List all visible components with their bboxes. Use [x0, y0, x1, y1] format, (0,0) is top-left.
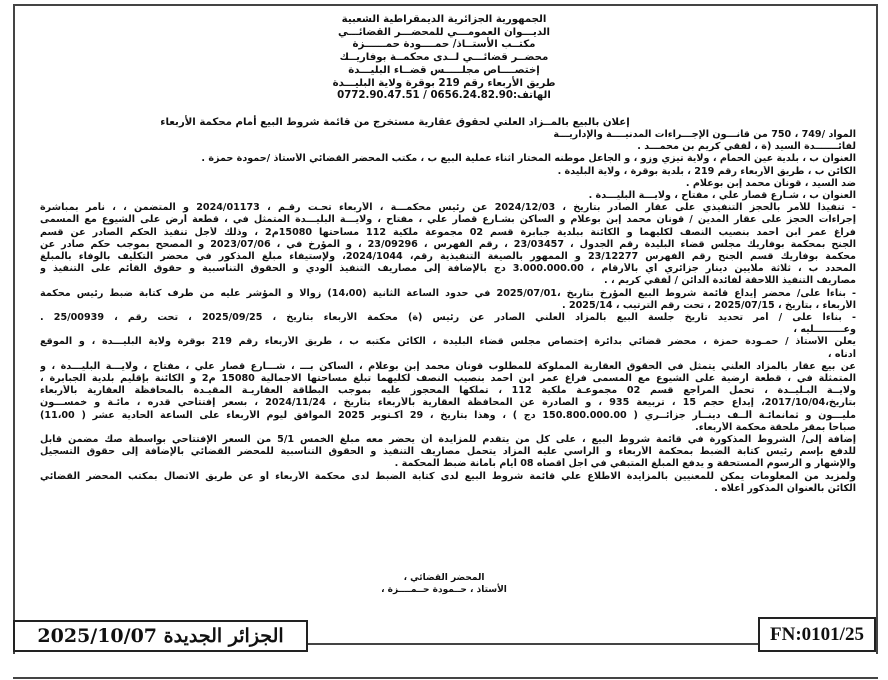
body-line: للدفع بإسم رئيس كتابة الضبط بمحكمة الأربعاء و الراسي عليه المزاد يتحمل مصاريف التنفيذ و الحقوق التناسبية للمحضر القضائي بالإضافة إلى حقوق التسجيل	[40, 446, 856, 458]
body-line: بتاريخ،2017/10/04، إيداع حجم 15 ، تربيعة 935 ، و الصادرة عن المحافظة العقارية بالأربعاء بتاريخ ، 2024/11/24 ، بسعر إفتتاحي قدره ، مائـة و خمســـون	[40, 397, 856, 409]
body-line: ولايــة البـليــدة ، تحمل المراجع قسم 02 مجموعـة ملكية 112 ، تملكها المحجوز عليه بموجب البطاقة العقاريـة المقيـدة بالمحافظة العقارية بالأربعاء	[40, 385, 856, 397]
body-line: مليـــون و ثمانمائـة ألــف دينــار جزائــري ( 150.800.000.00 دج ) ، وهذا بتاريخ ، 29 أكـتوبر 2025 الموافق ليوم الأربعاء على الساعة الحادية عشر ( 11،00)	[40, 409, 856, 421]
header-line-jurisdiction: إختصــــاص مجلـــــس قضــاء البليـــدة	[348, 64, 540, 76]
notice-title: إعلان بالبيع بالمــزاد العلني لحقوق عقارية مستخرج من قائمة شروط البيع أمام محكمة الأربعاء	[160, 117, 630, 128]
notice-body	[40, 129, 856, 495]
header-line-address: طريق الأربعاء رقم 219 بوقرة ولاية البليـــدة	[332, 77, 556, 89]
signature-name: الأستاذ ، حــمودة حــمــــزة ،	[381, 585, 507, 595]
body-line: - تنفيذا للأمر بالحجز التنفيذي على عقار الصادر بتاريخ ، 2024/12/03 عن رئيس محكمـــة ، الأربعاء تحـت رقـم ، 2024/01173 و المتضمن ، ، نأمر بمباشرة	[40, 202, 856, 214]
body-line: - بناءا على / أمر تحديد تاريخ جلسة البيع بالمزاد العلني الصادر عن رئيس (ة) محكمة الأربعاء بتاريخ ، 2025/09/25 ، تحت رقم ، 25/00939 .	[40, 312, 856, 324]
body-line: محكمة بوفاريك قسم الجنح رقم الفهرس 23/12277 و الممهور بالصيغة التنفيذية رقم، 2024/1044، ولإستيفاء مبلغ المذكور في محضر التكليف بالوفاء بالمبلغ	[40, 251, 856, 263]
header-line-phone: الهاتف:0656.24.82.90 / 0772.90.47.51	[337, 90, 551, 102]
body-line: إضافة إلى/ الشروط المذكورة في قائمة شروط البيع ، على كل من يتقدم للمزايدة أن يحضر معه مبلغ الخمس 5/1 من السعر الإفتتاحي بواسطة صك مضمن قابل	[40, 434, 856, 446]
fn-code-box: FN:0101/25	[758, 617, 876, 652]
body-line: ولمزيد من المعلومات يمكن للمعنيين بالمزايدة الاطلاع علي قائمة شروط البيع لدى كتابة الضبط لدى محكمة الأربعاء أو عن طريق الاتصال بمكتب المحضر القضائي	[40, 470, 856, 482]
body-line: وعـــــــــليه ،	[793, 324, 856, 336]
body-line: العنوان ب ، بلدية عين الحمام ، ولاية تيزي وزو ، و الجاعل موطنه المختار أثناء عملية البيع ب ، مكتب المحضر القضائي الأستاذ /حمودة حمزة .	[201, 153, 856, 165]
body-line: مصاريف التنفيذ اللاحقة لفائدة الدائن / لفقي كريم ، .	[604, 275, 856, 287]
body-line: والإشهار و الرسوم المستحقة و يدفع المبلغ المتبقي في اجل أقصاه 08 أيام بأمانة ضبط المحكمة .	[394, 458, 856, 470]
body-line: - بناءا على/ محضر إيداع قائمة شروط البيع المؤرخ بتاريخ ،2025/07/01 في حدود الساعة الثانية (14،00) زوالا و المؤشر عليه من طرف كتابة ضبط رئيس محكمة	[40, 287, 856, 299]
body-line: الجنح بمحكمة بوفاريك مجلس قضاء البليدة رقم الجدول ، 23/03457 ، رقم الفهرس ، 23/09296 ، و المؤرخ في ، 2023/07/06 و المصحح بموجب حكم صادر عن	[40, 238, 856, 250]
newspaper-date-box: الجزائر الجديدة 2025/10/07	[13, 620, 308, 652]
body-line: إجراءات الحجز على عقار المدين / قونان محمد إبن بوعلام و الساكن بشـارع قصار علي ، مفتاح ، ولايـــة البليـــدة المتمثل في ، قطعة أرض على الشيوع مع المسمى	[40, 214, 856, 226]
signature-role: المحضر القضائي ،	[403, 573, 485, 583]
header-line-office: الديـــوان العمومـــي للمحضـــر القضائـــي	[337, 26, 551, 38]
body-line: صباحا بمقر ملحقة محكمة الأربعاء.	[695, 421, 856, 433]
header-line-bailiff: مكتــب الأستــاذ/ حمــــودة حمــــــزة	[352, 39, 536, 51]
body-line: الأربعاء ، بتاريخ ، 2025/07/15 ، تحت رقم الترتيب ، 2025/14 .	[561, 299, 856, 311]
body-line: العنوان ب ، شـارع قصار علي ، مفتاح ، ولايـــة البليـــدة .	[588, 190, 856, 202]
body-line: يعلن الأستاذ / حمـودة حمزة ، محضر قضائي بدائرة إختصاص مجلس قضاء البليدة ، الكائن مكتبه ب ، طريق الأربعاء رقم 219 بوقرة ولاية البليـــدة ، و الموقع	[40, 336, 856, 348]
body-line: أدناه ،	[827, 348, 856, 360]
signature-block	[0, 572, 888, 596]
body-line: المواد /749 ، 750 من قانـــون الإجـــراءات المدنيــــة والإداريـــة	[553, 129, 856, 140]
header-line-republic: الجمهورية الجزائرية الديمقراطية الشعبية	[341, 14, 547, 25]
header-line-court: محضــر قضائـــي لــدى محكمــة بوفاريــك	[339, 52, 549, 64]
body-line: المتمثلة في ، قطعة أرضية على الشيوع مع المسمى فراغ عمر ابن أحمد بنصيب النصف لكليهما تبلغ مساحتها الاجمالية 15080 م2 و الكائنة بإقليم بلدية الجبابرة ،	[40, 373, 856, 385]
notice-header	[0, 14, 888, 103]
body-line: ضد السيد ، قونان محمد إبن بوعلام .	[685, 177, 856, 189]
body-line: عن بيع عقار بالمزاد العلني يتمثل في الحقوق العقارية المملوكة للمطلوب قونان محمد إبن بوعلام ، الساكن بـــ ، شـــارع قصار علي ، مفتاح ، ولايـــة البليـــدة ، و	[40, 360, 856, 372]
body-line: الكائن بالعنوان المذكور أعلاه .	[714, 482, 856, 494]
body-line: المحدد ب ، ثلاثة ملايين دينار جزائري أي بالأرقام ، 3.000.000.00 دج بالإضافة إلى مصاريف التنفيذ الودي و الحقوق التناسبية و حقوق القائم على التنفيذ و	[40, 263, 856, 275]
next-notice-divider	[13, 677, 878, 679]
body-line: الكائن ب ، طريق الأربعاء رقم 219 ، بلدية بوقرة ، ولاية البليدة .	[557, 165, 856, 177]
body-line: لفائـــــــدة السيد (ة ، لفقي كريم بن محمـــد .	[637, 141, 856, 153]
body-line: فراغ عمر ابن أحمد بنصيب النصف لكليهما و الكائنة ببلدية جبابرة قسم 02 مجموعة ملكية 112 مساحتها 15080م2 ، وذلك لأجل تنفيذ الحكم الصادر عن قسم	[40, 226, 856, 238]
